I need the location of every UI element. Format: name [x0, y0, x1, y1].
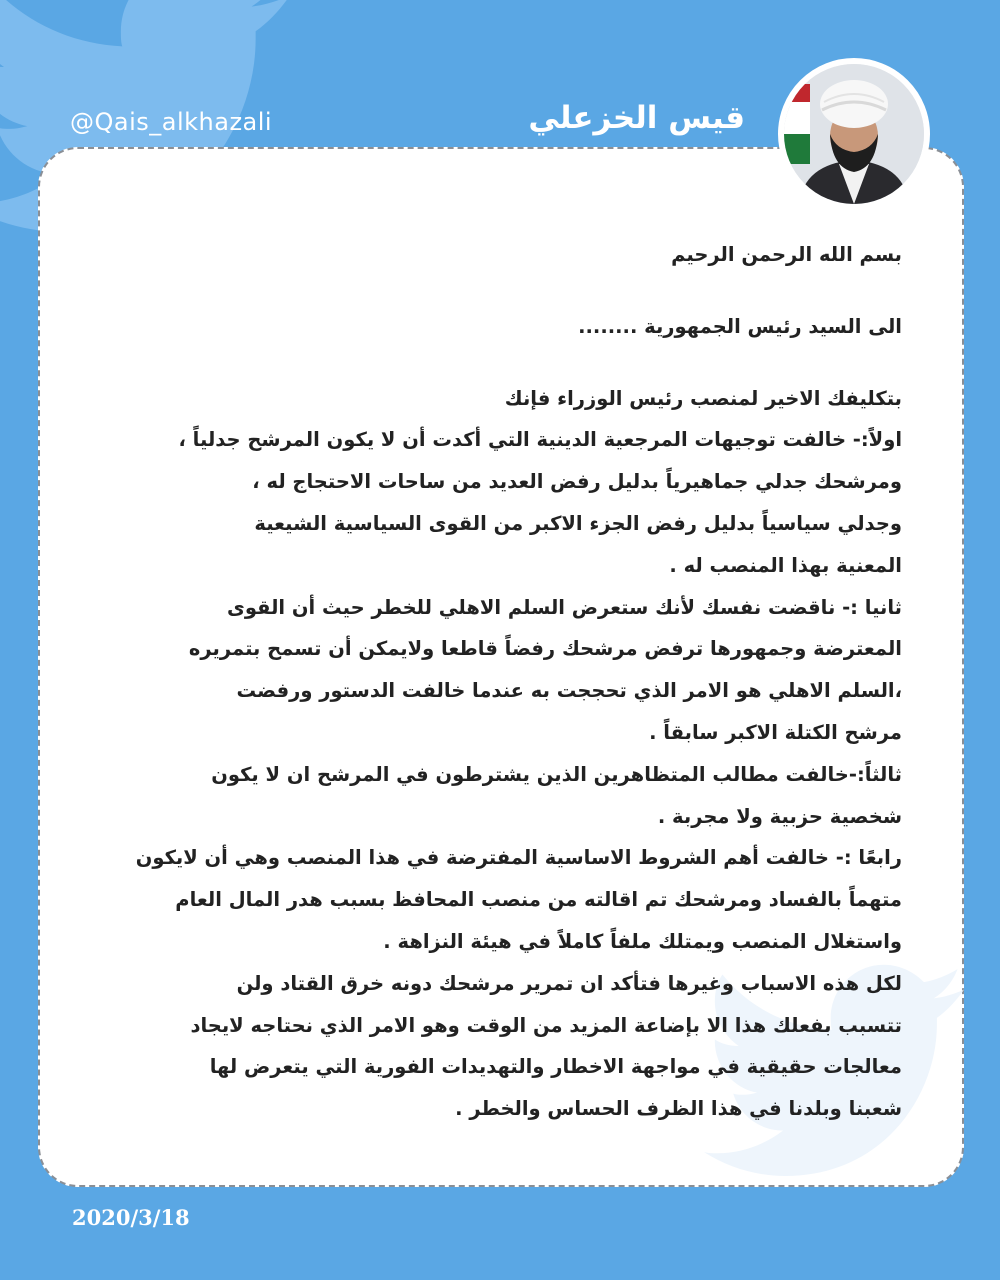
- post-date: 2020/3/18: [72, 1205, 190, 1230]
- letter-line: واستغلال المنصب ويمتلك ملفاً كاملاً في هيئة النزاهة .: [383, 929, 902, 953]
- basmala: بسم الله الرحمن الرحيم: [671, 243, 902, 266]
- letter-line: المعترضة وجمهورها ترفض مرشحك رفضاً قاطعا ولايمكن أن تسمح بتمريره: [188, 637, 902, 661]
- letter-line: رابعًا :- خالفت أهم الشروط الاساسية المفترضة في هذا المنصب وهي أن لايكون: [135, 846, 902, 870]
- salutation: الى السيد رئيس الجمهورية ........: [578, 314, 902, 338]
- letter-line: شعبنا وبلدنا في هذا الظرف الحساس والخطر .: [455, 1097, 902, 1121]
- letter-line: مرشح الكتلة الاكبر سابقاً .: [649, 720, 902, 744]
- avatar: [778, 58, 930, 210]
- profile-photo-icon: [784, 64, 924, 204]
- letter-line: ثانيا :- ناقضت نفسك لأنك ستعرض السلم الاهلي للخطر حيث أن القوى: [226, 595, 902, 619]
- letter-line: شخصية حزبية ولا مجربة .: [657, 804, 902, 828]
- letter-line: وجدلي سياسياً بدليل رفض الجزء الاكبر من القوى السياسية الشيعية: [254, 511, 902, 535]
- letter-line: متهماً بالفساد ومرشحك تم اقالته من منصب المحافظ بسبب هدر المال العام: [175, 888, 902, 912]
- letter-card: [38, 147, 964, 1187]
- letter-line: المعنية بهذا المنصب له .: [669, 553, 902, 577]
- letter-line: ،السلم الاهلي هو الامر الذي تحججت به عندما خالفت الدستور ورفضت: [236, 679, 902, 703]
- letter-intro: بتكليفك الاخير لمنصب رئيس الوزراء فإنك: [504, 386, 902, 410]
- letter-line: اولاً:- خالفت توجيهات المرجعية الدينية التي أكدت أن لا يكون المرشح جدلياً ،: [178, 428, 902, 452]
- twitter-handle: @Qais_alkhazali: [70, 108, 273, 136]
- letter-body: [100, 234, 902, 1130]
- letter-line: ثالثاً:-خالفت مطالب المتظاهرين الذين يشترطون في المرشح ان لا يكون: [211, 762, 902, 786]
- letter-line: تتسبب بفعلك هذا الا بإضاعة المزيد من الوقت وهو الامر الذي نحتاجه لايجاد: [190, 1013, 902, 1037]
- letter-line: لكل هذه الاسباب وغيرها فتأكد ان تمرير مرشحك دونه خرق القتاد ولن: [236, 971, 902, 995]
- letter-line: ومرشحك جدلي جماهيرياً بدليل رفض العديد من ساحات الاحتجاج له ،: [252, 470, 902, 494]
- author-name: قيس الخزعلي: [528, 100, 745, 136]
- letter-line: معالجات حقيقية في مواجهة الاخطار والتهديدات الفورية التي يتعرض لها: [209, 1055, 902, 1079]
